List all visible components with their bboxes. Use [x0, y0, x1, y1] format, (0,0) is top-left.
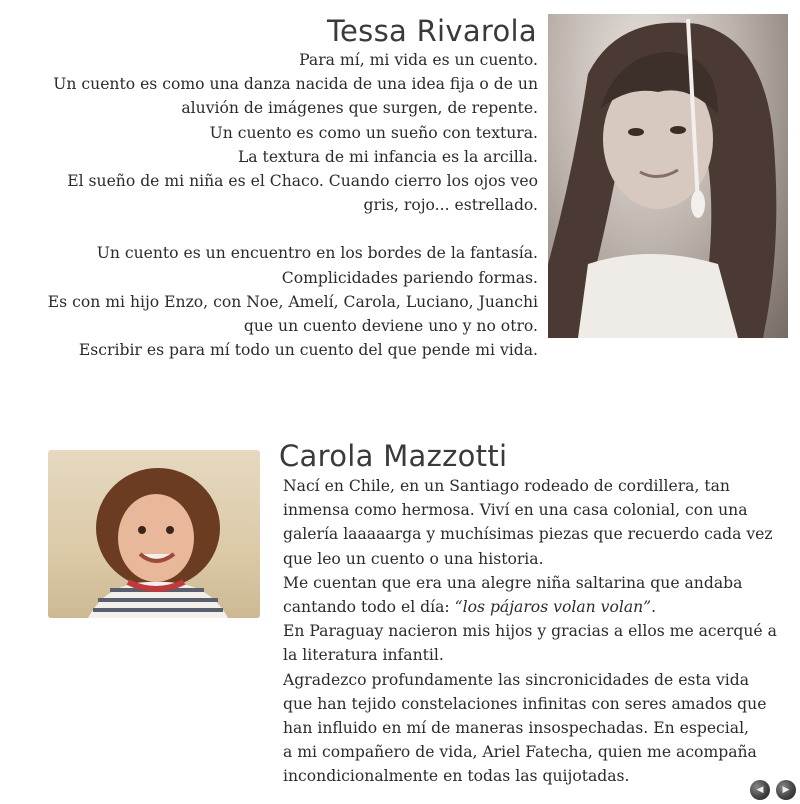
- bio-line: Escribir es para mí todo un cuento del que pende mi vida.: [78, 341, 538, 360]
- paragraph-gap: [48, 217, 538, 241]
- author-bio-carola: [283, 474, 783, 789]
- author-name-carola: Carola Mazzotti: [279, 439, 508, 473]
- bio-line-with-quote: [283, 595, 783, 619]
- bio-line: Un cuento es un encuentro en los bordes de la fantasía.: [96, 244, 538, 263]
- chevron-right-icon: ▶: [782, 785, 790, 795]
- bio-line: que leo un cuento o una historia.: [283, 549, 544, 568]
- photo-tessa-childhood: [548, 14, 788, 338]
- photo-carola-drawing: [48, 450, 260, 618]
- chevron-left-icon: ◀: [756, 785, 764, 795]
- bio-line: En Paraguay nacieron mis hijos y gracias a ellos me acerqué a: [283, 622, 777, 641]
- bio-line: galería laaaaarga y muchísimas piezas que recuerdo cada vez: [283, 525, 773, 544]
- photo-carola-childhood: [48, 450, 260, 618]
- bio-line: El sueño de mi niña es el Chaco. Cuando cierro los ojos veo: [67, 172, 538, 191]
- bio-line: Agradezco profundamente las sincronicidades de esta vida: [283, 670, 750, 689]
- next-page-button[interactable]: [776, 780, 796, 800]
- bio-line: a mi compañero de vida, Ariel Fatecha, quien me acompaña: [283, 743, 757, 762]
- bio-line: Complicidades pariendo formas.: [281, 268, 538, 287]
- song-quote: “los pájaros volan volan”: [454, 598, 652, 617]
- bio-line: que un cuento deviene uno y no otro.: [243, 317, 538, 336]
- bio-line: Para mí, mi vida es un cuento.: [299, 51, 538, 69]
- quote-period: .: [651, 598, 657, 617]
- bio-line: Me cuentan que era una alegre niña saltarina que andaba: [283, 573, 743, 592]
- bio-line: gris, rojo... estrellado.: [363, 196, 538, 215]
- photo-tessa-drawing: [548, 14, 788, 338]
- bio-line: incondicionalmente en todas las quijotadas.: [283, 767, 630, 786]
- bio-line: inmensa como hermosa. Viví en una casa colonial, con una: [283, 501, 748, 520]
- bio-line: han influido en mí de maneras insospechadas. En especial,: [283, 719, 750, 738]
- prev-page-button[interactable]: [750, 780, 770, 800]
- author-bio-tessa: [48, 48, 538, 362]
- author-name-tessa: Tessa Rivarola: [326, 14, 537, 48]
- bio-line: Un cuento es como un sueño con textura.: [209, 123, 538, 142]
- bio-line: que han tejido constelaciones infinitas con seres amados que: [283, 694, 767, 713]
- bio-line: La textura de mi infancia es la arcilla.: [237, 147, 538, 166]
- bio-line: Es con mi hijo Enzo, con Noe, Amelí, Carola, Luciano, Juanchi: [47, 292, 538, 311]
- bio-text: cantando todo el día:: [283, 598, 455, 617]
- bio-line: aluvión de imágenes que surgen, de repente.: [181, 99, 538, 118]
- bio-line: Un cuento es como una danza nacida de una idea fija o de un: [53, 75, 538, 94]
- bio-line: Nací en Chile, en un Santiago rodeado de cordillera, tan: [283, 477, 730, 495]
- bio-line: la literatura infantil.: [283, 646, 444, 665]
